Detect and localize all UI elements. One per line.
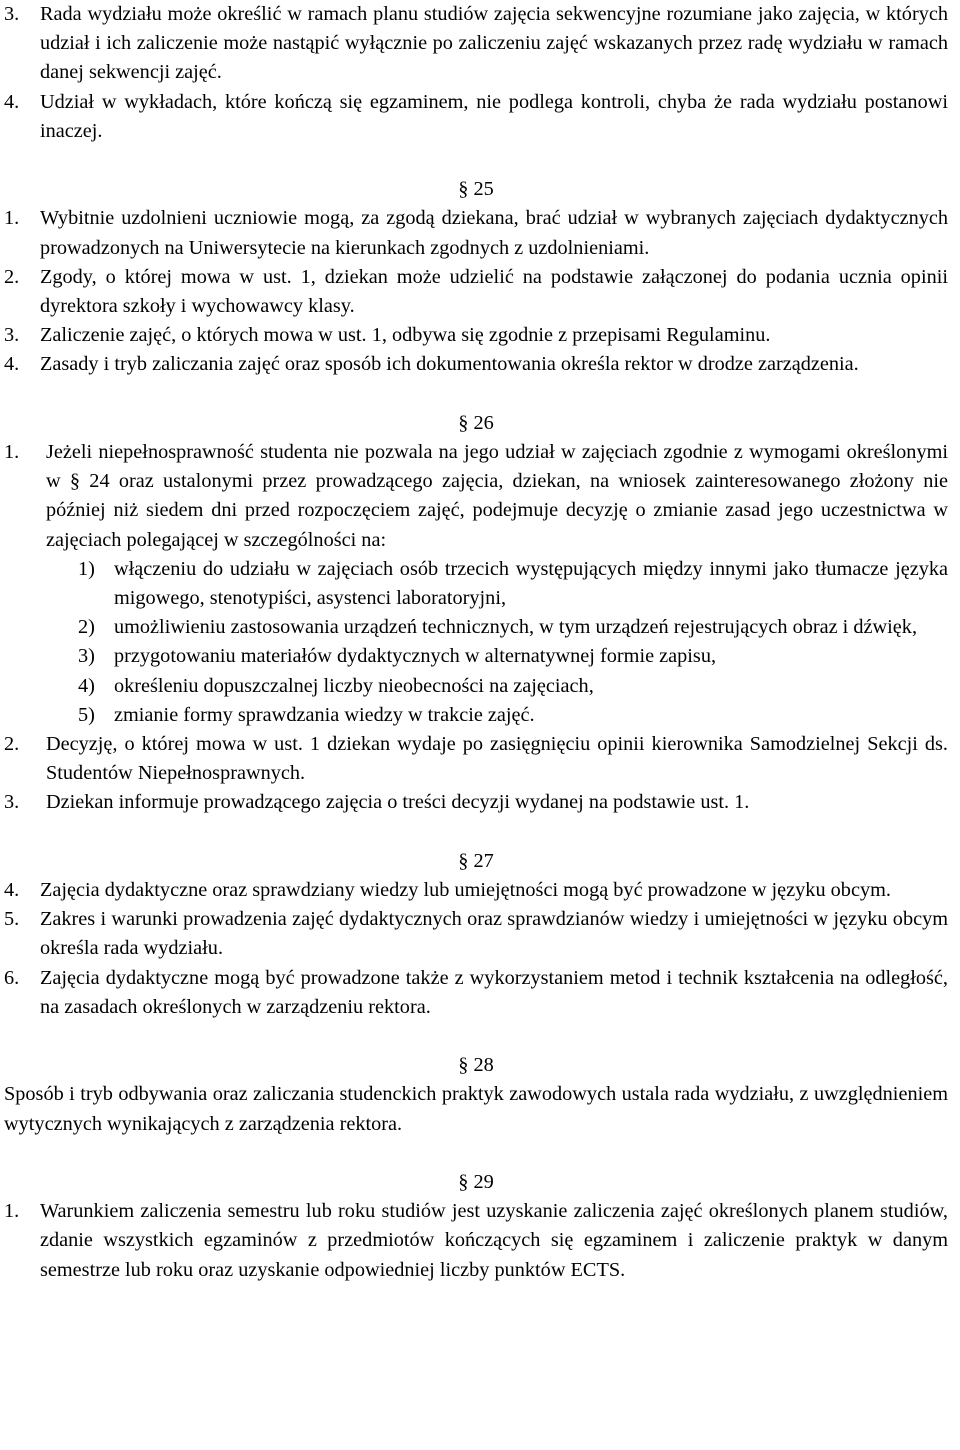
item-text: Rada wydziału może określić w ramach planu studiów zajęcia sekwencyjne rozumiane jako zajęcia, w których udział i ich zaliczenie może nastąpić wyłącznie po zaliczeniu zajęć wskazanych przez radę wydziału w ramach danej sekwencji zajęć.	[40, 3, 948, 84]
sub-item-number: 1)	[78, 557, 95, 580]
list-item	[4, 0, 948, 88]
sub-list-item	[46, 613, 948, 642]
section-26	[4, 409, 948, 818]
sub-item-number: 2)	[78, 616, 95, 639]
list-item	[4, 1197, 948, 1285]
list-item	[4, 321, 948, 350]
section-heading: § 28	[458, 1054, 494, 1077]
section-heading: § 26	[458, 411, 494, 434]
section-25	[4, 175, 948, 379]
sub-list-item	[46, 642, 948, 671]
list-item	[4, 730, 948, 788]
item-text: Udział w wykładach, które kończą się egzaminem, nie podlega kontroli, chyba że rada wydziału postanowi inaczej.	[40, 90, 948, 142]
sub-list-item	[46, 555, 948, 613]
section-29	[4, 1168, 948, 1285]
item-text: Zajęcia dydaktyczne mogą być prowadzone także z wykorzystaniem metod i technik kształcenia na odległość, na zasadach określonych w zarządzeniu rektora.	[40, 966, 948, 1018]
item-text: Zgody, o której mowa w ust. 1, dziekan może udzielić na podstawie załączonej do podania ucznia opinii dyrektora szkoły i wychowawcy klasy.	[40, 265, 948, 317]
list-item	[4, 350, 948, 379]
sub-list-item	[46, 672, 948, 701]
item-number: 2.	[4, 733, 20, 756]
item-number: 1.	[4, 207, 20, 230]
item-text: Jeżeli niepełnosprawność studenta nie pozwala na jego udział w zajęciach zgodnie z wymogami określonymi w § 24 oraz ustalonymi przez prowadzącego zajęcia, dziekan, na wniosek zainteresowanego złożony nie później niż siedem dni przed rozpoczęciem zajęć, podejmuje decyzję o zmianie zasad jego uczestnictwa w zajęciach polegającej w szczególności na:	[46, 440, 948, 551]
list-item	[4, 876, 948, 905]
item-text: Warunkiem zaliczenia semestru lub roku studiów jest uzyskanie zaliczenia zajęć określonych planem studiów, zdanie wszystkich egzaminów z przedmiotów kończących się egzaminem i zaliczenie praktyk w danym semestrze lub roku oraz uzyskanie odpowiedniej liczby punktów ECTS.	[40, 1200, 948, 1281]
item-number: 4.	[4, 879, 20, 901]
item-number: 6.	[4, 966, 20, 989]
section-heading: § 25	[458, 178, 494, 201]
list-item	[4, 905, 948, 963]
sub-item-text: włączeniu do udziału w zajęciach osób trzecich występujących między innymi jako tłumacze języka migowego, stenotypiści, asystenci laboratoryjni,	[114, 557, 948, 609]
list-item	[4, 788, 948, 817]
sub-item-text: określeniu dopuszczalnej liczby nieobecności na zajęciach,	[114, 674, 594, 697]
item-text: Decyzję, o której mowa w ust. 1 dziekan wydaje po zasięgnięciu opinii kierownika Samodzielnej Sekcji ds. Studentów Niepełnosprawnych.	[46, 733, 948, 785]
item-number: 4.	[4, 353, 20, 376]
list-item	[4, 964, 948, 1022]
paragraph-text: Sposób i tryb odbywania oraz zaliczania studenckich praktyk zawodowych ustala rada wydziału, z uwzględnieniem wytycznych wynikających z zarządzenia rektora.	[4, 1083, 948, 1135]
item-number: 3.	[4, 324, 20, 347]
sub-item-text: zmianie formy sprawdzania wiedzy w trakcie zajęć.	[114, 703, 535, 726]
list-item	[4, 438, 948, 555]
item-number: 2.	[4, 265, 20, 288]
list-item	[4, 88, 948, 146]
sub-item-number: 3)	[78, 645, 95, 668]
list-item	[4, 204, 948, 262]
section-continuation	[4, 0, 948, 146]
item-text: Dziekan informuje prowadzącego zajęcia o treści decyzji wydanej na podstawie ust. 1.	[46, 791, 750, 814]
item-text: Zakres i warunki prowadzenia zajęć dydaktycznych oraz sprawdzianów wiedzy i umiejętności w języku obcym określa rada wydziału.	[40, 908, 948, 960]
item-number: 3.	[4, 791, 20, 814]
item-text: Zasady i tryb zaliczania zajęć oraz sposób ich dokumentowania określa rektor w drodze zarządzenia.	[40, 353, 859, 376]
section-heading: § 27	[458, 849, 494, 872]
item-number: 3.	[4, 3, 20, 25]
sub-list-item	[46, 701, 948, 730]
sub-item-number: 5)	[78, 703, 95, 726]
item-text: Wybitnie uzdolnieni uczniowie mogą, za zgodą dziekana, brać udział w wybranych zajęciach dydaktycznych prowadzonych na Uniwersytecie na kierunkach zgodnych z uzdolnieniami.	[40, 207, 948, 259]
section-heading: § 29	[458, 1170, 494, 1193]
sub-item-text: umożliwieniu zastosowania urządzeń technicznych, w tym urządzeń rejestrujących obraz i dźwięk,	[114, 616, 918, 639]
item-number: 5.	[4, 908, 20, 931]
item-text: Zaliczenie zajęć, o których mowa w ust. 1, odbywa się zgodnie z przepisami Regulaminu.	[40, 324, 771, 347]
list-item	[4, 263, 948, 321]
item-text: Zajęcia dydaktyczne oraz sprawdziany wiedzy lub umiejętności mogą być prowadzone w języku obcym.	[40, 879, 891, 901]
sub-item-number: 4)	[78, 674, 95, 697]
item-number: 1.	[4, 1200, 20, 1223]
item-number: 1.	[4, 440, 20, 463]
section-28	[4, 1051, 948, 1139]
item-number: 4.	[4, 90, 20, 113]
sub-item-text: przygotowaniu materiałów dydaktycznych w alternatywnej formie zapisu,	[114, 645, 717, 668]
section-27	[4, 847, 948, 1022]
